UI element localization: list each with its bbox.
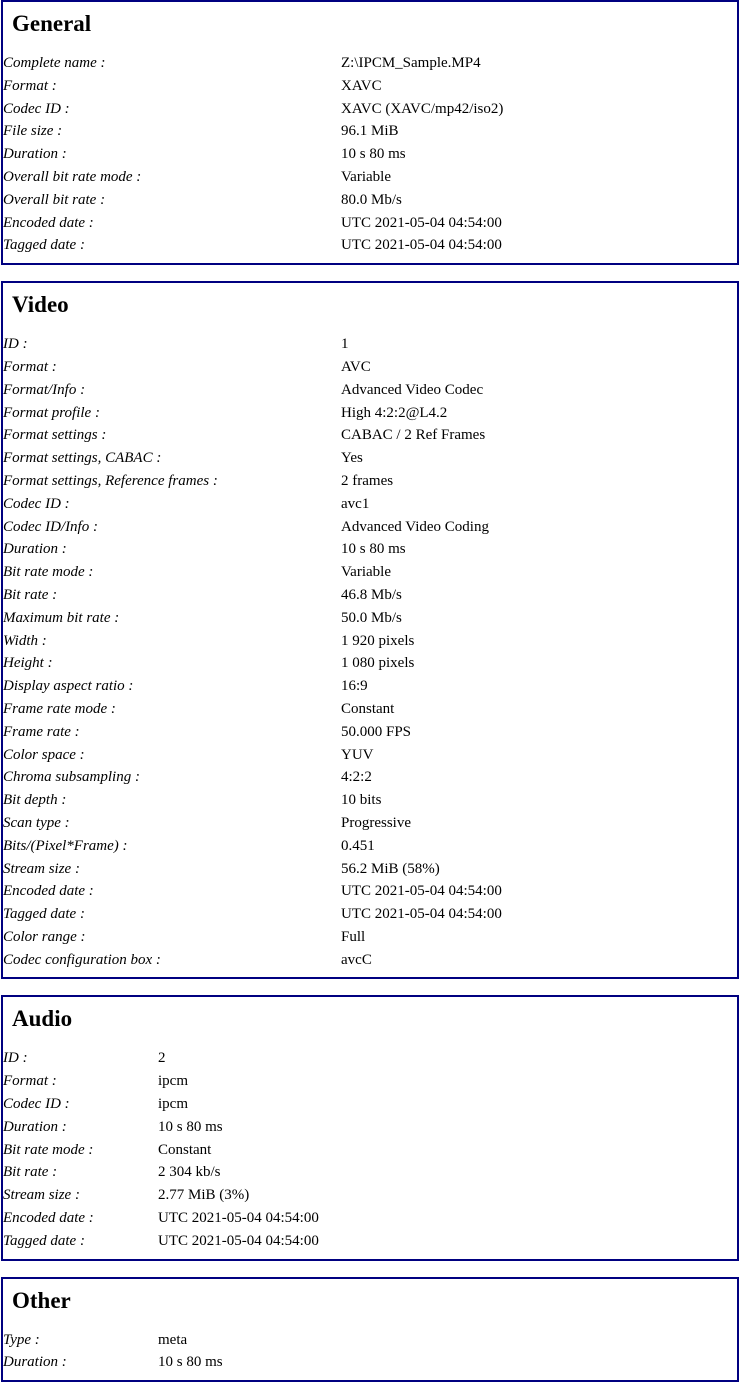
property-row (3, 675, 737, 698)
property-value: 2 (158, 1050, 166, 1067)
property-row (3, 561, 737, 584)
property-value: High 4:2:2@L4.2 (341, 404, 448, 421)
property-value: UTC 2021-05-04 04:54:00 (158, 1210, 319, 1227)
property-label: Codec ID : (3, 495, 70, 512)
property-value: 1 920 pixels (341, 632, 415, 649)
property-row (3, 835, 737, 858)
property-label: Complete name : (3, 55, 106, 71)
property-value: avc1 (341, 495, 370, 512)
property-row (3, 1047, 737, 1070)
property-row (3, 75, 737, 98)
property-row (3, 652, 737, 675)
property-value: 1 (341, 336, 349, 353)
property-value: 2 frames (341, 472, 394, 489)
property-row (3, 721, 737, 744)
property-label: Format : (3, 1073, 57, 1090)
property-value: 56.2 MiB (58%) (341, 860, 440, 877)
property-label: Codec ID/Info : (3, 518, 98, 535)
property-label: Format settings, CABAC : (3, 450, 162, 467)
property-row (3, 1139, 737, 1162)
property-row (3, 812, 737, 835)
property-label: Tagged date : (3, 1232, 85, 1249)
property-value: 1 080 pixels (341, 655, 415, 672)
section-other (1, 1277, 739, 1383)
property-row (3, 493, 737, 516)
property-row (3, 52, 737, 75)
property-value: XAVC (XAVC/mp42/iso2) (341, 100, 504, 117)
property-row (3, 698, 737, 721)
property-label: Bit rate : (3, 586, 58, 603)
property-value: 10 s 80 ms (341, 541, 406, 558)
property-row (3, 120, 737, 143)
property-value: 10 s 80 ms (158, 1354, 223, 1371)
property-row (3, 538, 737, 561)
property-value: 50.0 Mb/s (341, 609, 402, 626)
section-general (1, 0, 739, 265)
property-value: Advanced Video Codec (341, 381, 484, 398)
property-label: Display aspect ratio : (3, 678, 134, 695)
property-label: ID : (3, 336, 28, 353)
property-row (3, 607, 737, 630)
property-row (3, 880, 737, 903)
property-row (3, 1161, 737, 1184)
property-row (3, 584, 737, 607)
property-value: UTC 2021-05-04 04:54:00 (158, 1232, 319, 1249)
property-label: Bit rate mode : (3, 564, 94, 581)
property-row (3, 234, 737, 257)
property-label: Encoded date : (3, 1210, 94, 1227)
property-label: Maximum bit rate : (3, 609, 120, 626)
property-value: UTC 2021-05-04 04:54:00 (341, 883, 502, 900)
property-row (3, 379, 737, 402)
property-label: File size : (3, 123, 63, 140)
property-label: Format settings : (3, 427, 107, 444)
property-table-other (3, 1329, 737, 1375)
property-row (3, 333, 737, 356)
property-value: Full (341, 928, 366, 945)
property-value: 2 304 kb/s (158, 1164, 221, 1181)
property-value: 50.000 FPS (341, 723, 412, 740)
property-value: AVC (341, 358, 371, 375)
property-row (3, 516, 737, 539)
property-row (3, 98, 737, 121)
property-label: Format profile : (3, 404, 100, 421)
property-value: 46.8 Mb/s (341, 586, 402, 603)
section-audio (1, 995, 739, 1260)
property-label: Duration : (3, 541, 67, 558)
property-value: 16:9 (341, 678, 368, 695)
property-value: avcC (341, 951, 372, 968)
property-table-general (3, 52, 737, 257)
property-label: Bits/(Pixel*Frame) : (3, 837, 128, 854)
property-label: Bit depth : (3, 792, 67, 809)
property-value: 2.77 MiB (3%) (158, 1187, 250, 1204)
property-label: Tagged date : (3, 906, 85, 923)
section-title-general: General (12, 11, 92, 36)
property-row (3, 744, 737, 767)
property-value: UTC 2021-05-04 04:54:00 (341, 906, 502, 923)
property-value: XAVC (341, 77, 382, 94)
property-value: 4:2:2 (341, 769, 372, 786)
property-row (3, 402, 737, 425)
property-value: 0.451 (341, 837, 375, 854)
property-row (3, 356, 737, 379)
property-value: meta (158, 1331, 188, 1348)
property-label: Duration : (3, 1118, 67, 1135)
property-row (3, 1351, 737, 1374)
property-value: Variable (341, 168, 391, 185)
property-value: YUV (341, 746, 374, 763)
property-value: UTC 2021-05-04 04:54:00 (341, 237, 502, 254)
property-value: ipcm (158, 1096, 188, 1113)
property-label: Height : (3, 655, 53, 672)
property-value: 80.0 Mb/s (341, 191, 402, 208)
property-row (3, 926, 737, 949)
property-label: Width : (3, 632, 47, 649)
property-row (3, 858, 737, 881)
property-row (3, 1329, 737, 1352)
property-label: Tagged date : (3, 237, 85, 254)
property-value: 10 s 80 ms (341, 146, 406, 163)
property-value: ipcm (158, 1073, 188, 1090)
property-row (3, 166, 737, 189)
property-label: Encoded date : (3, 214, 94, 231)
property-label: Color space : (3, 746, 85, 763)
property-value: Z:\IPCM_Sample.MP4 (341, 55, 481, 71)
property-row (3, 189, 737, 212)
property-label: Chroma subsampling : (3, 769, 140, 786)
property-value: Constant (158, 1141, 212, 1158)
property-label: Format/Info : (3, 381, 86, 398)
property-label: Codec ID : (3, 100, 70, 117)
property-label: Frame rate : (3, 723, 80, 740)
property-value: Yes (341, 450, 363, 467)
property-value: Variable (341, 564, 391, 581)
property-row (3, 1070, 737, 1093)
property-value: Progressive (341, 814, 411, 831)
property-row (3, 1230, 737, 1253)
property-label: ID : (3, 1050, 28, 1067)
property-value: Advanced Video Coding (341, 518, 489, 535)
property-label: Stream size : (3, 860, 80, 877)
property-value: Constant (341, 700, 395, 717)
property-label: Overall bit rate : (3, 191, 106, 208)
property-label: Stream size : (3, 1187, 80, 1204)
property-table-audio (3, 1047, 737, 1252)
section-video (1, 281, 739, 979)
property-value: UTC 2021-05-04 04:54:00 (341, 214, 502, 231)
property-label: Codec ID : (3, 1096, 70, 1113)
property-label: Duration : (3, 146, 67, 163)
property-value: 96.1 MiB (341, 123, 399, 140)
property-row (3, 903, 737, 926)
property-label: Type : (3, 1331, 40, 1348)
property-row (3, 789, 737, 812)
property-label: Overall bit rate mode : (3, 168, 142, 185)
property-row (3, 447, 737, 470)
property-label: Format : (3, 77, 57, 94)
property-value: CABAC / 2 Ref Frames (341, 427, 486, 444)
property-row (3, 630, 737, 653)
property-label: Bit rate : (3, 1164, 58, 1181)
property-label: Codec configuration box : (3, 951, 161, 968)
property-label: Scan type : (3, 814, 70, 831)
property-table-video (3, 333, 737, 971)
property-row (3, 766, 737, 789)
property-label: Bit rate mode : (3, 1141, 94, 1158)
property-row (3, 1093, 737, 1116)
property-row (3, 949, 737, 972)
section-title-video: Video (12, 292, 69, 318)
property-row (3, 1207, 737, 1230)
property-label: Duration : (3, 1354, 67, 1371)
section-title-audio: Audio (12, 1006, 73, 1032)
section-title-other: Other (12, 1287, 71, 1313)
property-label: Color range : (3, 928, 86, 945)
property-label: Encoded date : (3, 883, 94, 900)
property-row (3, 470, 737, 493)
property-row (3, 212, 737, 235)
property-row (3, 143, 737, 166)
property-label: Frame rate mode : (3, 700, 116, 717)
property-value: 10 s 80 ms (158, 1118, 223, 1135)
property-row (3, 424, 737, 447)
property-row (3, 1116, 737, 1139)
property-value: 10 bits (341, 792, 382, 809)
property-row (3, 1184, 737, 1207)
property-label: Format : (3, 358, 57, 375)
property-label: Format settings, Reference frames : (3, 472, 218, 489)
